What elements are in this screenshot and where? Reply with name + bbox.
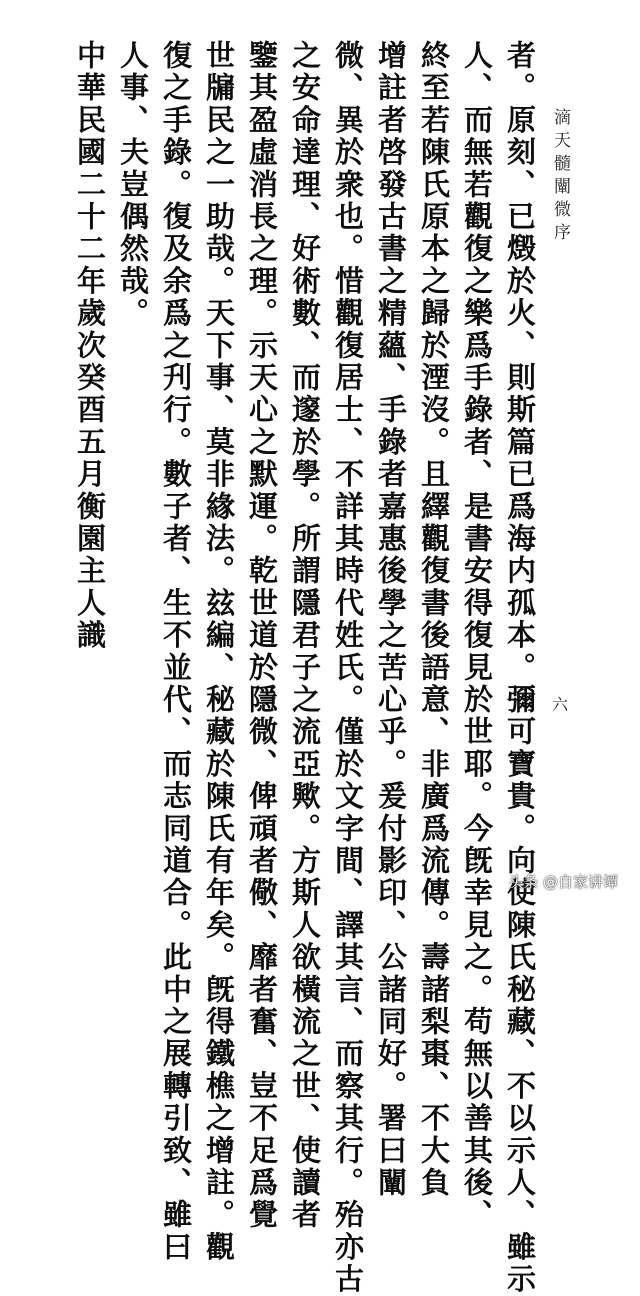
text-column-9: 復之手錄。復及余爲之刋行。數子者、生不並代、而志同道合。此中之展轉引致、雖曰 bbox=[159, 40, 193, 1264]
text-column-10: 人事、夫豈偶然哉。 bbox=[116, 40, 150, 330]
running-title: 滴天髓闡微序 bbox=[550, 108, 570, 246]
text-column-7: 鑒其盈虛消長之理。示天心之默運。乾世道於隱微、俾頑者儆、靡者奮、豈不足爲覺 bbox=[245, 40, 279, 1232]
text-column-5: 微、異於衆也。惜觀復居士、不詳其時代姓氏。僅於文字間、譯其言、而察其行。殆亦古 bbox=[331, 40, 365, 1296]
watermark-label: 头条 @自家讲谭 bbox=[508, 873, 618, 891]
text-column-2: 人、而無若觀復之樂爲手錄者、是書安得復見於世耶。今旣幸見之。苟無以善其後、 bbox=[460, 40, 494, 1232]
text-column-3: 終至若陳氏原本之歸於湮沒。且繹觀復書後語意、非廣爲流傳。壽諸梨棗、不大負 bbox=[417, 40, 451, 1200]
text-column-4: 增註者啓發古書之精蘊、手錄者嘉惠後學之苦心乎。爰付影印、公諸同好。署曰闡 bbox=[374, 40, 408, 1200]
text-column-1: 者。原刻、已燬於火、則斯篇已爲海内孤本。彌可寶貴。向使陳氏秘藏、不以示人、雖示 bbox=[503, 40, 537, 1296]
text-column-8: 世牖民之一助哉。天下事、莫非緣法。玆編、秘藏於陳氏有年矣。旣得鐵樵之增註。觀 bbox=[202, 40, 236, 1264]
text-column-6: 之安命達理、好術數、而邃於學。所謂隱君子之流亞歟。方斯人欲橫流之世、使讀者 bbox=[288, 40, 322, 1232]
signature-column: 中華民國二十二年歲次癸酉五月衡園主人識 bbox=[73, 40, 107, 652]
page-number: 六 bbox=[552, 695, 569, 714]
